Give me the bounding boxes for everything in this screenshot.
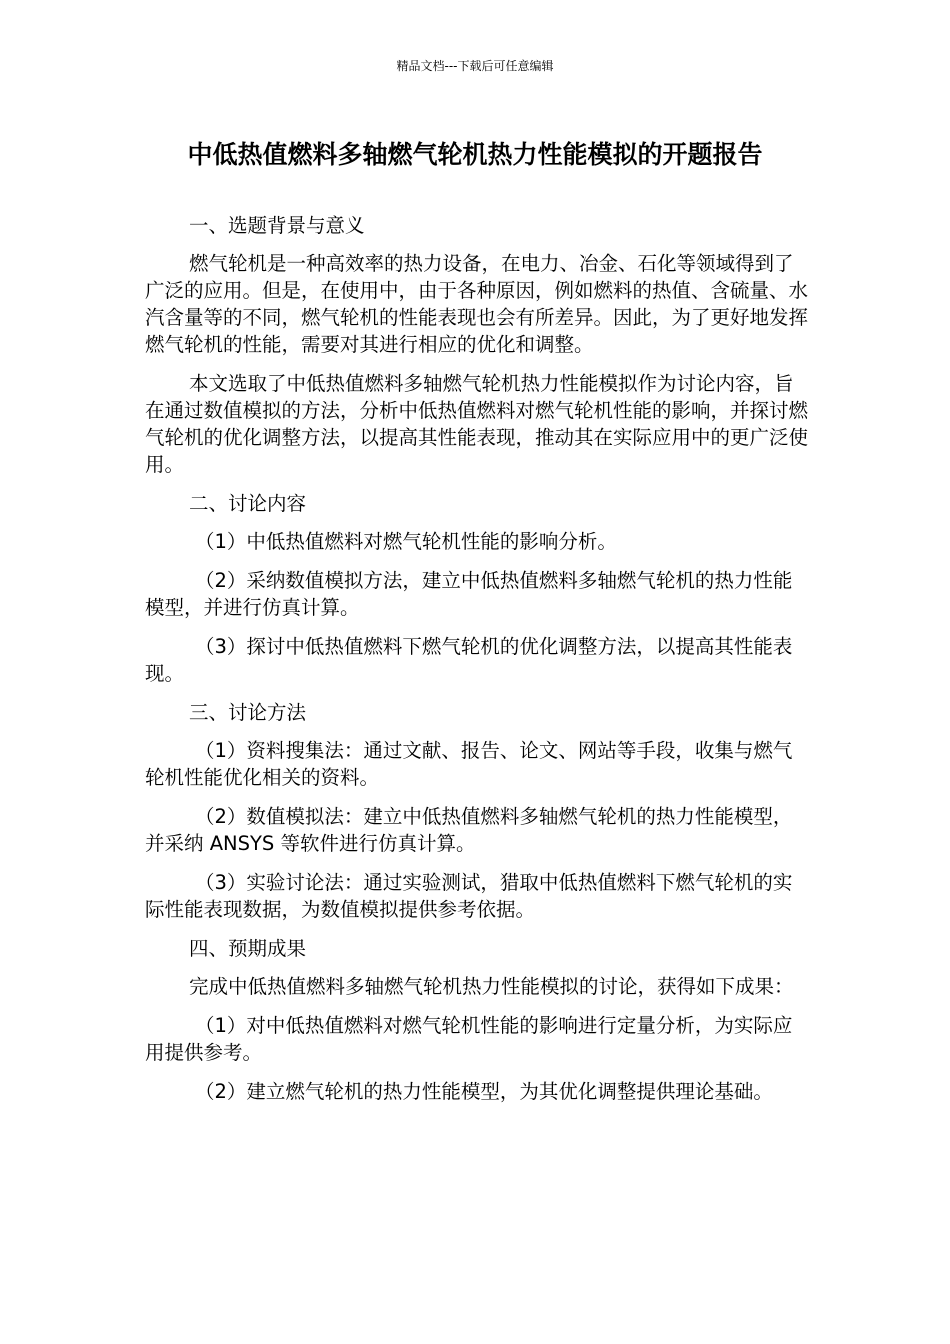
list-item: （2）采纳数值模拟方法，建立中低热值燃料多轴燃气轮机的热力性能模型，并进行仿真计算。	[145, 569, 793, 619]
section-heading: 三、讨论方法	[189, 701, 307, 724]
list-item: （2）数值模拟法：建立中低热值燃料多轴燃气轮机的热力性能模型，并采纳 ANSYS 等软件进行仿真计算。	[145, 805, 793, 855]
section-heading: 四、预期成果	[189, 937, 307, 960]
section-heading: 一、选题背景与意义	[189, 214, 365, 237]
list-item: （3）实验讨论法：通过实验测试，猎取中低热值燃料下燃气轮机的实际性能表现数据，为数值模拟提供参考依据。	[145, 871, 793, 921]
list-item: （1）资料搜集法：通过文献、报告、论文、网站等手段，收集与燃气轮机性能优化相关的资料。	[145, 739, 793, 789]
section-heading: 二、讨论内容	[189, 492, 307, 515]
header-note: 精品文档---下载后可任意编辑	[396, 59, 554, 73]
list-item: （1）对中低热值燃料对燃气轮机性能的影响进行定量分析，为实际应用提供参考。	[145, 1014, 793, 1064]
body-paragraph: 完成中低热值燃料多轴燃气轮机热力性能模拟的讨论，获得如下成果：	[189, 975, 794, 998]
body-paragraph: 本文选取了中低热值燃料多轴燃气轮机热力性能模拟作为讨论内容，旨在通过数值模拟的方法，分析中低热值燃料对燃气轮机性能的影响，并探讨燃气轮机的优化调整方法，以提高其性能表现，推动其在实际应用中的更广泛使用。	[145, 372, 809, 476]
list-item: （2）建立燃气轮机的热力性能模型，为其优化调整提供理论基础。	[195, 1080, 773, 1103]
document-body	[145, 212, 809, 1117]
document-title: 中低热值燃料多轴燃气轮机热力性能模拟的开题报告	[187, 140, 763, 169]
list-item: （1）中低热值燃料对燃气轮机性能的影响分析。	[195, 530, 617, 553]
list-item: （3）探讨中低热值燃料下燃气轮机的优化调整方法，以提高其性能表现。	[145, 635, 793, 685]
body-paragraph: 燃气轮机是一种高效率的热力设备，在电力、冶金、石化等领域得到了广泛的应用。但是，在使用中，由于各种原因，例如燃料的热值、含硫量、水汽含量等的不同，燃气轮机的性能表现也会有所差异。因此，为了更好地发挥燃气轮机的性能，需要对其进行相应的优化和调整。	[145, 252, 809, 356]
